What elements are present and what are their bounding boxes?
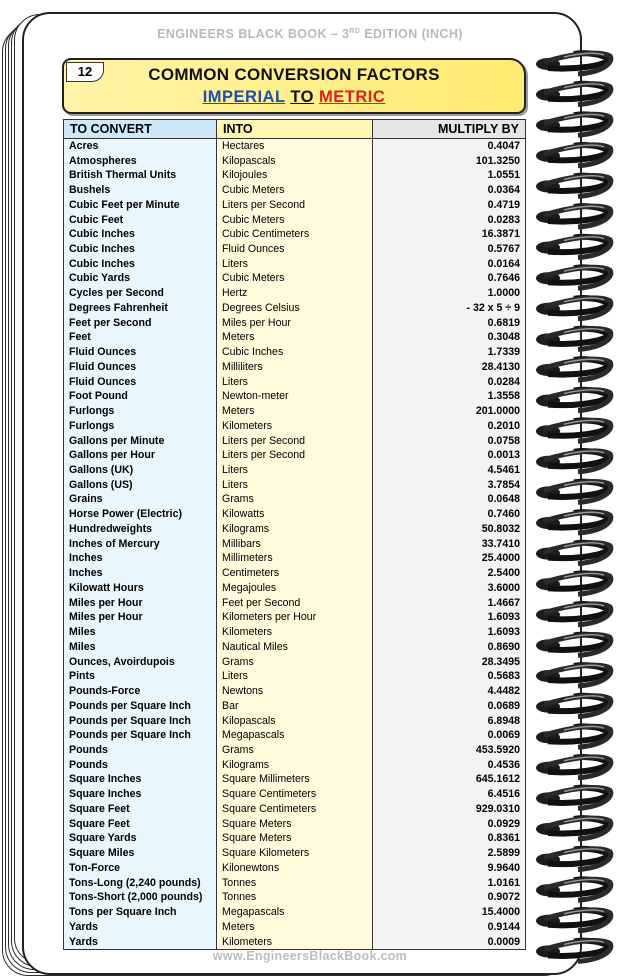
cell-into: Feet per Second — [217, 596, 373, 611]
cell-into: Cubic Centimeters — [217, 227, 373, 242]
table-row — [64, 758, 526, 773]
subtitle-to: TO — [290, 88, 314, 106]
cell-multiply-by: - 32 x 5 ÷ 9 — [373, 301, 526, 316]
cell-to-convert: Bushels — [64, 183, 217, 198]
cell-multiply-by: 0.7460 — [373, 507, 526, 522]
cell-multiply-by: 1.6093 — [373, 625, 526, 640]
cell-multiply-by: 0.0283 — [373, 213, 526, 228]
table-row — [64, 331, 526, 346]
page-number: 12 — [66, 62, 104, 82]
cell-into: Liters — [217, 478, 373, 493]
cell-into: Liters per Second — [217, 448, 373, 463]
cell-to-convert: Miles per Hour — [64, 596, 217, 611]
cell-into: Liters — [217, 669, 373, 684]
table-row — [64, 154, 526, 169]
cell-to-convert: Acres — [64, 139, 217, 154]
table-row — [64, 699, 526, 714]
spiral-coil-icon — [536, 329, 611, 350]
cell-to-convert: Gallons per Hour — [64, 448, 217, 463]
cell-to-convert: Pounds per Square Inch — [64, 714, 217, 729]
table-row — [64, 832, 526, 847]
cell-to-convert: Horse Power (Electric) — [64, 507, 217, 522]
cell-to-convert: Hundredweights — [64, 522, 217, 537]
cell-to-convert: Gallons (UK) — [64, 463, 217, 478]
cell-multiply-by: 101.3250 — [373, 154, 526, 169]
table-row — [64, 389, 526, 404]
cell-into: Kilonewtons — [217, 861, 373, 876]
cell-to-convert: Pints — [64, 669, 217, 684]
cell-to-convert: Foot Pound — [64, 389, 217, 404]
cell-multiply-by: 3.6000 — [373, 581, 526, 596]
table-row — [64, 566, 526, 581]
cell-into: Kilometers — [217, 935, 373, 950]
book-title-text: ENGINEERS BLACK BOOK – 3 — [157, 27, 350, 41]
table-row — [64, 493, 526, 508]
table-row — [64, 581, 526, 596]
book-title-superscript: RD — [349, 27, 361, 35]
cell-multiply-by: 1.4667 — [373, 596, 526, 611]
cell-multiply-by: 0.0013 — [373, 448, 526, 463]
table-row — [64, 301, 526, 316]
table-row — [64, 168, 526, 183]
cell-to-convert: Tons-Long (2,240 pounds) — [64, 876, 217, 891]
cell-to-convert: Tons per Square Inch — [64, 905, 217, 920]
cell-to-convert: Cubic Inches — [64, 257, 217, 272]
cell-into: Hertz — [217, 286, 373, 301]
table-row — [64, 227, 526, 242]
table-row — [64, 183, 526, 198]
cell-multiply-by: 0.7646 — [373, 272, 526, 287]
cell-to-convert: Square Yards — [64, 832, 217, 847]
cell-into: Fluid Ounces — [217, 242, 373, 257]
table-row — [64, 552, 526, 567]
cell-into: Hectares — [217, 139, 373, 154]
spiral-coil-icon — [536, 420, 611, 441]
spiral-coil-icon — [536, 390, 611, 411]
cell-to-convert: Yards — [64, 935, 217, 950]
cell-into: Centimeters — [217, 566, 373, 581]
cell-into: Cubic Meters — [217, 213, 373, 228]
table-row — [64, 463, 526, 478]
table-row — [64, 213, 526, 228]
cell-to-convert: Cubic Yards — [64, 272, 217, 287]
cell-multiply-by: 0.4047 — [373, 139, 526, 154]
spiral-coil-icon — [536, 145, 611, 166]
spiral-coil-icon — [536, 206, 611, 227]
table-row — [64, 655, 526, 670]
cell-to-convert: Ounces, Avoirdupois — [64, 655, 217, 670]
cell-multiply-by: 0.0009 — [373, 935, 526, 950]
spiral-coil-icon — [536, 176, 611, 197]
cell-to-convert: Miles — [64, 640, 217, 655]
cell-into: Kilometers — [217, 419, 373, 434]
cell-multiply-by: 1.7339 — [373, 345, 526, 360]
cell-to-convert: Inches — [64, 566, 217, 581]
table-row — [64, 419, 526, 434]
cell-into: Kilometers — [217, 625, 373, 640]
cell-into: Kilograms — [217, 758, 373, 773]
cell-to-convert: Pounds — [64, 743, 217, 758]
spiral-coil-icon — [536, 267, 611, 288]
table-row — [64, 507, 526, 522]
cell-into: Grams — [217, 655, 373, 670]
cell-multiply-by: 6.8948 — [373, 714, 526, 729]
cell-into: Millimeters — [217, 552, 373, 567]
cell-into: Kilopascals — [217, 154, 373, 169]
cell-into: Liters — [217, 463, 373, 478]
cell-multiply-by: 1.6093 — [373, 611, 526, 626]
spiral-coil-icon — [536, 114, 611, 135]
cell-multiply-by: 6.4516 — [373, 787, 526, 802]
cell-multiply-by: 0.0689 — [373, 699, 526, 714]
spiral-binding — [534, 40, 620, 970]
footer-url: www.EngineersBlackBook.com — [212, 949, 408, 963]
cell-to-convert: Fluid Ounces — [64, 360, 217, 375]
cell-to-convert: Furlongs — [64, 419, 217, 434]
cell-multiply-by: 28.4130 — [373, 360, 526, 375]
cell-into: Megajoules — [217, 581, 373, 596]
spiral-coil-icon — [536, 879, 611, 900]
cell-to-convert: Kilowatt Hours — [64, 581, 217, 596]
table-row — [64, 139, 526, 154]
table-row — [64, 861, 526, 876]
table-row — [64, 846, 526, 861]
spiral-coil-icon — [536, 818, 611, 839]
cell-to-convert: Inches of Mercury — [64, 537, 217, 552]
cell-multiply-by: 28.3495 — [373, 655, 526, 670]
column-header-into: INTO — [217, 120, 373, 139]
cell-to-convert: Gallons per Minute — [64, 434, 217, 449]
spiral-coil-icon — [536, 635, 611, 656]
spiral-coil-icon — [536, 788, 611, 809]
table-row — [64, 728, 526, 743]
cell-multiply-by: 0.5767 — [373, 242, 526, 257]
subtitle-imperial: IMPERIAL — [202, 88, 286, 106]
cell-to-convert: Pounds per Square Inch — [64, 699, 217, 714]
cell-multiply-by: 1.0161 — [373, 876, 526, 891]
table-row — [64, 905, 526, 920]
table-row — [64, 345, 526, 360]
cell-multiply-by: 0.0284 — [373, 375, 526, 390]
cell-into: Grams — [217, 493, 373, 508]
cell-to-convert: Pounds per Square Inch — [64, 728, 217, 743]
spiral-coil-icon — [536, 482, 611, 503]
cell-into: Millibars — [217, 537, 373, 552]
table-row — [64, 375, 526, 390]
table-row — [64, 537, 526, 552]
cell-into: Tonnes — [217, 890, 373, 905]
table-row — [64, 684, 526, 699]
cell-multiply-by: 0.8361 — [373, 832, 526, 847]
spiral-coil-icon — [536, 604, 611, 625]
cell-to-convert: Square Inches — [64, 787, 217, 802]
cell-multiply-by: 1.0551 — [373, 168, 526, 183]
cell-multiply-by: 9.9640 — [373, 861, 526, 876]
spiral-coil-icon — [536, 512, 611, 533]
cell-to-convert: Degrees Fahrenheit — [64, 301, 217, 316]
table-row — [64, 714, 526, 729]
cell-to-convert: Cubic Inches — [64, 227, 217, 242]
cell-multiply-by: 0.0929 — [373, 817, 526, 832]
cell-multiply-by: 33.7410 — [373, 537, 526, 552]
spiral-coil-icon — [536, 665, 611, 686]
cell-multiply-by: 0.3048 — [373, 331, 526, 346]
cell-into: Meters — [217, 920, 373, 935]
cell-multiply-by: 0.4536 — [373, 758, 526, 773]
cell-to-convert: Furlongs — [64, 404, 217, 419]
cell-multiply-by: 15.4000 — [373, 905, 526, 920]
table-row — [64, 198, 526, 213]
spiral-coil-icon — [536, 941, 611, 962]
book-title-suffix: EDITION (INCH) — [360, 27, 463, 41]
cell-to-convert: Cubic Feet per Minute — [64, 198, 217, 213]
table-row — [64, 787, 526, 802]
cell-multiply-by: 0.9144 — [373, 920, 526, 935]
table-row — [64, 257, 526, 272]
spiral-coil-icon — [536, 543, 611, 564]
conversion-table — [63, 119, 526, 950]
cell-into: Meters — [217, 331, 373, 346]
cell-into: Liters — [217, 375, 373, 390]
table-row — [64, 360, 526, 375]
spiral-coil-icon — [536, 53, 611, 74]
spiral-coil-icon — [536, 451, 611, 472]
cell-into: Cubic Meters — [217, 183, 373, 198]
spiral-coil-icon — [536, 237, 611, 258]
cell-into: Liters — [217, 257, 373, 272]
table-row — [64, 935, 526, 950]
table-row — [64, 522, 526, 537]
cell-to-convert: Cubic Feet — [64, 213, 217, 228]
cell-to-convert: Grains — [64, 493, 217, 508]
cell-multiply-by: 1.0000 — [373, 286, 526, 301]
table-header-row — [64, 120, 526, 139]
table-row — [64, 316, 526, 331]
cell-multiply-by: 2.5400 — [373, 566, 526, 581]
cell-into: Square Centimeters — [217, 787, 373, 802]
table-row — [64, 242, 526, 257]
cell-into: Kilopascals — [217, 714, 373, 729]
cell-into: Bar — [217, 699, 373, 714]
cell-multiply-by: 0.0164 — [373, 257, 526, 272]
cell-multiply-by: 201.0000 — [373, 404, 526, 419]
cell-to-convert: Pounds — [64, 758, 217, 773]
table-row — [64, 625, 526, 640]
cell-into: Kilometers per Hour — [217, 611, 373, 626]
cell-into: Kilowatts — [217, 507, 373, 522]
table-row — [64, 876, 526, 891]
cell-to-convert: Yards — [64, 920, 217, 935]
cell-to-convert: Miles — [64, 625, 217, 640]
table-row — [64, 890, 526, 905]
table-row — [64, 802, 526, 817]
cell-into: Degrees Celsius — [217, 301, 373, 316]
table-row — [64, 669, 526, 684]
cell-to-convert: Tons-Short (2,000 pounds) — [64, 890, 217, 905]
table-row — [64, 773, 526, 788]
spiral-coil-icon — [536, 298, 611, 319]
cell-multiply-by: 0.0758 — [373, 434, 526, 449]
cell-into: Kilograms — [217, 522, 373, 537]
cell-to-convert: Feet — [64, 331, 217, 346]
cell-to-convert: Cycles per Second — [64, 286, 217, 301]
cell-multiply-by: 2.5899 — [373, 846, 526, 861]
cell-into: Kilojoules — [217, 168, 373, 183]
cell-into: Nautical Miles — [217, 640, 373, 655]
table-row — [64, 611, 526, 626]
table-row — [64, 743, 526, 758]
cell-to-convert: Gallons (US) — [64, 478, 217, 493]
cell-to-convert: Cubic Inches — [64, 242, 217, 257]
cell-into: Liters per Second — [217, 198, 373, 213]
table-row — [64, 817, 526, 832]
column-header-multiply-by: MULTIPLY BY — [373, 120, 526, 139]
cell-multiply-by: 453.5920 — [373, 743, 526, 758]
cell-multiply-by: 929.0310 — [373, 802, 526, 817]
cell-into: Square Meters — [217, 832, 373, 847]
cell-multiply-by: 50.8032 — [373, 522, 526, 537]
cell-into: Square Millimeters — [217, 773, 373, 788]
cell-to-convert: Ton-Force — [64, 861, 217, 876]
cell-multiply-by: 0.0364 — [373, 183, 526, 198]
spiral-coil-icon — [536, 84, 611, 105]
cell-multiply-by: 0.8690 — [373, 640, 526, 655]
cell-multiply-by: 4.5461 — [373, 463, 526, 478]
spiral-coil-icon — [536, 696, 611, 717]
cell-multiply-by: 0.4719 — [373, 198, 526, 213]
cell-to-convert: Miles per Hour — [64, 611, 217, 626]
cell-into: Square Kilometers — [217, 846, 373, 861]
cell-to-convert: Fluid Ounces — [64, 345, 217, 360]
cell-to-convert: Fluid Ounces — [64, 375, 217, 390]
cell-into: Cubic Meters — [217, 272, 373, 287]
table-row — [64, 920, 526, 935]
cell-into: Newton-meter — [217, 389, 373, 404]
cell-multiply-by: 25.4000 — [373, 552, 526, 567]
cell-into: Liters per Second — [217, 434, 373, 449]
cell-to-convert: Square Feet — [64, 817, 217, 832]
cell-into: Meters — [217, 404, 373, 419]
spiral-coil-icon — [536, 757, 611, 778]
table-row — [64, 286, 526, 301]
cell-multiply-by: 16.3871 — [373, 227, 526, 242]
table-row — [64, 448, 526, 463]
cell-to-convert: Feet per Second — [64, 316, 217, 331]
table-row — [64, 640, 526, 655]
cell-multiply-by: 1.3558 — [373, 389, 526, 404]
cell-multiply-by: 0.0648 — [373, 493, 526, 508]
table-row — [64, 272, 526, 287]
table-row — [64, 404, 526, 419]
cell-multiply-by: 0.0069 — [373, 728, 526, 743]
subtitle-metric: METRIC — [319, 88, 386, 106]
cell-into: Grams — [217, 743, 373, 758]
cell-multiply-by: 4.4482 — [373, 684, 526, 699]
cell-into: Megapascals — [217, 728, 373, 743]
table-row — [64, 434, 526, 449]
spiral-coil-icon — [536, 849, 611, 870]
cell-multiply-by: 0.5683 — [373, 669, 526, 684]
column-header-to-convert: TO CONVERT — [64, 120, 217, 139]
cell-into: Megapascals — [217, 905, 373, 920]
table-body — [64, 139, 526, 950]
title-banner — [62, 58, 526, 114]
spiral-coil-icon — [536, 726, 611, 747]
spiral-coil-icon — [536, 359, 611, 380]
cell-into: Newtons — [217, 684, 373, 699]
cell-multiply-by: 0.9072 — [373, 890, 526, 905]
cell-to-convert: Inches — [64, 552, 217, 567]
cell-to-convert: Square Feet — [64, 802, 217, 817]
cell-into: Square Centimeters — [217, 802, 373, 817]
cell-into: Square Meters — [217, 817, 373, 832]
cell-to-convert: Square Inches — [64, 773, 217, 788]
table-row — [64, 478, 526, 493]
book-title — [0, 27, 620, 41]
cell-into: Miles per Hour — [217, 316, 373, 331]
cell-multiply-by: 3.7854 — [373, 478, 526, 493]
table-row — [64, 596, 526, 611]
spiral-coil-icon — [536, 910, 611, 931]
spiral-coil-icon — [536, 573, 611, 594]
cell-into: Milliliters — [217, 360, 373, 375]
cell-multiply-by: 0.2010 — [373, 419, 526, 434]
page-title: COMMON CONVERSION FACTORS — [148, 65, 440, 84]
cell-into: Tonnes — [217, 876, 373, 891]
cell-into: Cubic Inches — [217, 345, 373, 360]
cell-multiply-by: 0.6819 — [373, 316, 526, 331]
page-subtitle — [64, 88, 524, 107]
cell-to-convert: British Thermal Units — [64, 168, 217, 183]
cell-to-convert: Atmospheres — [64, 154, 217, 169]
cell-multiply-by: 645.1612 — [373, 773, 526, 788]
cell-to-convert: Square Miles — [64, 846, 217, 861]
cell-to-convert: Pounds-Force — [64, 684, 217, 699]
